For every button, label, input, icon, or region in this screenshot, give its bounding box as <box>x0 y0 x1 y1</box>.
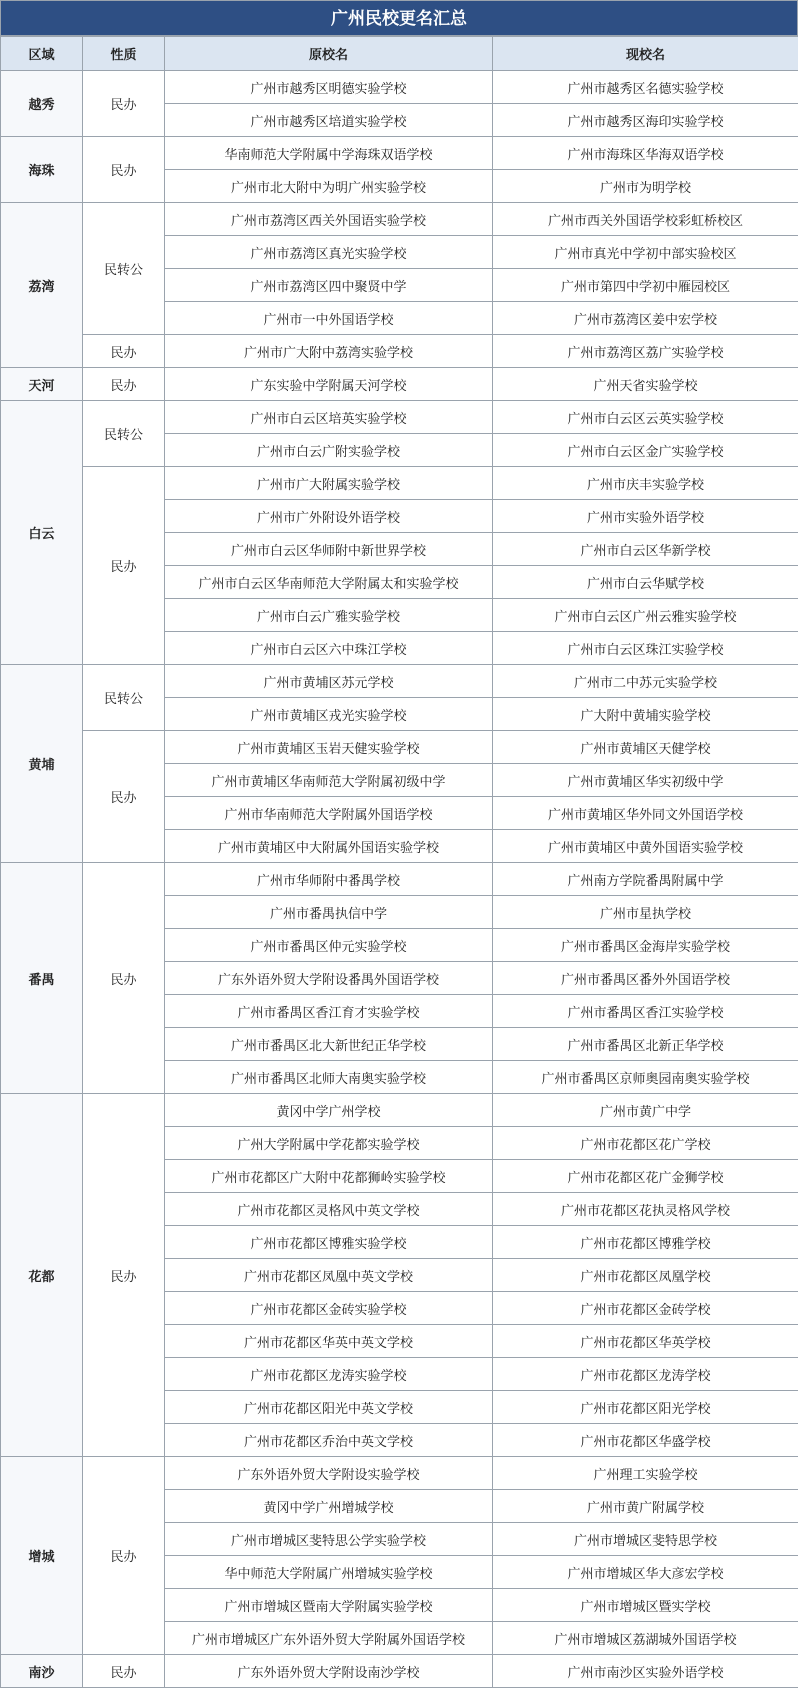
new-name-cell: 广州市花都区金砖学校 <box>493 1292 798 1325</box>
old-name-cell: 广州市荔湾区真光实验学校 <box>165 236 493 269</box>
new-name-cell: 广州市白云华赋学校 <box>493 566 798 599</box>
old-name-cell: 广东外语外贸大学附设番禺外国语学校 <box>165 962 493 995</box>
new-name-cell: 广州市番禺区番外外国语学校 <box>493 962 798 995</box>
new-name-cell: 广州市白云区华新学校 <box>493 533 798 566</box>
new-name-cell: 广州市花都区花广金狮学校 <box>493 1160 798 1193</box>
new-name-cell: 广州南方学院番禺附属中学 <box>493 863 798 896</box>
old-name-cell: 广州市白云区华南师范大学附属太和实验学校 <box>165 566 493 599</box>
table-row <box>1 1655 798 1688</box>
new-name-cell: 广州市黄广中学 <box>493 1094 798 1127</box>
new-name-cell: 广州市增城区荔湖城外国语学校 <box>493 1622 798 1655</box>
table-row <box>1 1094 798 1127</box>
new-name-cell: 广州市庆丰实验学校 <box>493 467 798 500</box>
old-name-cell: 黄冈中学广州增城学校 <box>165 1490 493 1523</box>
new-name-cell: 广州市番禺区北新正华学校 <box>493 1028 798 1061</box>
region-cell: 越秀 <box>1 71 83 137</box>
new-name-cell: 广州市花都区花执灵格风学校 <box>493 1193 798 1226</box>
region-cell: 天河 <box>1 368 83 401</box>
old-name-cell: 广州市华师附中番禺学校 <box>165 863 493 896</box>
type-cell: 民办 <box>83 71 165 137</box>
type-cell: 民转公 <box>83 203 165 335</box>
old-name-cell: 广东实验中学附属天河学校 <box>165 368 493 401</box>
new-name-cell: 广州市南沙区实验外语学校 <box>493 1655 798 1688</box>
old-name-cell: 广州市花都区龙涛实验学校 <box>165 1358 493 1391</box>
old-name-cell: 广州市白云区华师附中新世界学校 <box>165 533 493 566</box>
type-cell: 民转公 <box>83 401 165 467</box>
table-row <box>1 71 798 104</box>
new-name-cell: 广州市花都区华盛学校 <box>493 1424 798 1457</box>
type-cell: 民办 <box>83 137 165 203</box>
table-row <box>1 731 798 764</box>
region-cell: 白云 <box>1 401 83 665</box>
old-name-cell: 广州市广大附属实验学校 <box>165 467 493 500</box>
type-cell: 民办 <box>83 368 165 401</box>
region-cell: 海珠 <box>1 137 83 203</box>
table-row <box>1 203 798 236</box>
new-name-cell: 广州市第四中学初中雁园校区 <box>493 269 798 302</box>
old-name-cell: 广州市花都区凤凰中英文学校 <box>165 1259 493 1292</box>
new-name-cell: 广州市番禺区香江实验学校 <box>493 995 798 1028</box>
table-row <box>1 863 798 896</box>
region-cell: 黄埔 <box>1 665 83 863</box>
new-name-cell: 广州市番禺区金海岸实验学校 <box>493 929 798 962</box>
new-name-cell: 广州市为明学校 <box>493 170 798 203</box>
new-name-cell: 广州市黄埔区华外同文外国语学校 <box>493 797 798 830</box>
rename-table <box>0 36 798 1688</box>
new-name-cell: 广州市花都区阳光学校 <box>493 1391 798 1424</box>
old-name-cell: 广州市白云广附实验学校 <box>165 434 493 467</box>
header-new-name: 现校名 <box>493 37 798 71</box>
new-name-cell: 广州市越秀区名德实验学校 <box>493 71 798 104</box>
old-name-cell: 广州市白云区六中珠江学校 <box>165 632 493 665</box>
old-name-cell: 广州市番禺区北大新世纪正华学校 <box>165 1028 493 1061</box>
header-type: 性质 <box>83 37 165 71</box>
type-cell: 民转公 <box>83 665 165 731</box>
new-name-cell: 广州市星执学校 <box>493 896 798 929</box>
old-name-cell: 华南师范大学附属中学海珠双语学校 <box>165 137 493 170</box>
old-name-cell: 广州市越秀区明德实验学校 <box>165 71 493 104</box>
old-name-cell: 广州市番禺执信中学 <box>165 896 493 929</box>
old-name-cell: 华中师范大学附属广州增城实验学校 <box>165 1556 493 1589</box>
type-cell: 民办 <box>83 1457 165 1655</box>
table-title: 广州民校更名汇总 <box>0 0 798 36</box>
new-name-cell: 广州天省实验学校 <box>493 368 798 401</box>
old-name-cell: 广州市白云区培英实验学校 <box>165 401 493 434</box>
old-name-cell: 广州市花都区灵格风中英文学校 <box>165 1193 493 1226</box>
new-name-cell: 广州市花都区龙涛学校 <box>493 1358 798 1391</box>
table-body <box>1 71 798 1688</box>
old-name-cell: 广州市番禺区仲元实验学校 <box>165 929 493 962</box>
old-name-cell: 广州市增城区斐特思公学实验学校 <box>165 1523 493 1556</box>
table-row <box>1 368 798 401</box>
new-name-cell: 广州市海珠区华海双语学校 <box>493 137 798 170</box>
new-name-cell: 广州市黄埔区中黄外国语实验学校 <box>493 830 798 863</box>
old-name-cell: 广州市花都区乔治中英文学校 <box>165 1424 493 1457</box>
region-cell: 荔湾 <box>1 203 83 368</box>
old-name-cell: 广州市荔湾区四中聚贤中学 <box>165 269 493 302</box>
new-name-cell: 广州市白云区广州云雅实验学校 <box>493 599 798 632</box>
old-name-cell: 广东外语外贸大学附设实验学校 <box>165 1457 493 1490</box>
old-name-cell: 广州市花都区华英中英文学校 <box>165 1325 493 1358</box>
type-cell: 民办 <box>83 731 165 863</box>
new-name-cell: 广州市黄广附属学校 <box>493 1490 798 1523</box>
region-cell: 番禺 <box>1 863 83 1094</box>
new-name-cell: 广州市白云区金广实验学校 <box>493 434 798 467</box>
old-name-cell: 广州市番禺区北师大南奥实验学校 <box>165 1061 493 1094</box>
old-name-cell: 广州市花都区博雅实验学校 <box>165 1226 493 1259</box>
new-name-cell: 广州市花都区华英学校 <box>493 1325 798 1358</box>
type-cell: 民办 <box>83 467 165 665</box>
old-name-cell: 广州市白云广雅实验学校 <box>165 599 493 632</box>
old-name-cell: 广州市黄埔区中大附属外国语实验学校 <box>165 830 493 863</box>
old-name-cell: 广州大学附属中学花都实验学校 <box>165 1127 493 1160</box>
old-name-cell: 广州市花都区阳光中英文学校 <box>165 1391 493 1424</box>
new-name-cell: 广州市越秀区海印实验学校 <box>493 104 798 137</box>
new-name-cell: 广州市白云区珠江实验学校 <box>493 632 798 665</box>
old-name-cell: 广州市增城区暨南大学附属实验学校 <box>165 1589 493 1622</box>
new-name-cell: 广州市二中苏元实验学校 <box>493 665 798 698</box>
old-name-cell: 广州市荔湾区西关外国语实验学校 <box>165 203 493 236</box>
region-cell: 南沙 <box>1 1655 83 1688</box>
old-name-cell: 广州市花都区金砖实验学校 <box>165 1292 493 1325</box>
old-name-cell: 黄冈中学广州学校 <box>165 1094 493 1127</box>
old-name-cell: 广州市北大附中为明广州实验学校 <box>165 170 493 203</box>
new-name-cell: 广州市花都区花广学校 <box>493 1127 798 1160</box>
table-row <box>1 401 798 434</box>
old-name-cell: 广州市黄埔区玉岩天健实验学校 <box>165 731 493 764</box>
new-name-cell: 广州市花都区凤凰学校 <box>493 1259 798 1292</box>
old-name-cell: 广州市黄埔区戎光实验学校 <box>165 698 493 731</box>
table-row <box>1 467 798 500</box>
table-row <box>1 335 798 368</box>
new-name-cell: 广州市增城区暨实学校 <box>493 1589 798 1622</box>
new-name-cell: 广州市花都区博雅学校 <box>493 1226 798 1259</box>
new-name-cell: 广州市荔湾区荔广实验学校 <box>493 335 798 368</box>
type-cell: 民办 <box>83 1655 165 1688</box>
header-old-name: 原校名 <box>165 37 493 71</box>
old-name-cell: 广东外语外贸大学附设南沙学校 <box>165 1655 493 1688</box>
new-name-cell: 广州市增城区华大彦宏学校 <box>493 1556 798 1589</box>
old-name-cell: 广州市广外附设外语学校 <box>165 500 493 533</box>
new-name-cell: 广州市西关外国语学校彩虹桥校区 <box>493 203 798 236</box>
old-name-cell: 广州市广大附中荔湾实验学校 <box>165 335 493 368</box>
type-cell: 民办 <box>83 1094 165 1457</box>
table-row <box>1 1457 798 1490</box>
old-name-cell: 广州市越秀区培道实验学校 <box>165 104 493 137</box>
new-name-cell: 广大附中黄埔实验学校 <box>493 698 798 731</box>
region-cell: 增城 <box>1 1457 83 1655</box>
table-row <box>1 665 798 698</box>
new-name-cell: 广州市实验外语学校 <box>493 500 798 533</box>
header-region: 区域 <box>1 37 83 71</box>
old-name-cell: 广州市华南师范大学附属外国语学校 <box>165 797 493 830</box>
old-name-cell: 广州市一中外国语学校 <box>165 302 493 335</box>
new-name-cell: 广州市增城区斐特思学校 <box>493 1523 798 1556</box>
new-name-cell: 广州市荔湾区姜中宏学校 <box>493 302 798 335</box>
header-row <box>1 37 798 71</box>
region-cell: 花都 <box>1 1094 83 1457</box>
new-name-cell: 广州市番禺区京师奥园南奥实验学校 <box>493 1061 798 1094</box>
new-name-cell: 广州市黄埔区天健学校 <box>493 731 798 764</box>
new-name-cell: 广州市真光中学初中部实验校区 <box>493 236 798 269</box>
new-name-cell: 广州市白云区云英实验学校 <box>493 401 798 434</box>
type-cell: 民办 <box>83 863 165 1094</box>
old-name-cell: 广州市黄埔区苏元学校 <box>165 665 493 698</box>
old-name-cell: 广州市增城区广东外语外贸大学附属外国语学校 <box>165 1622 493 1655</box>
new-name-cell: 广州市黄埔区华实初级中学 <box>493 764 798 797</box>
table-row <box>1 137 798 170</box>
old-name-cell: 广州市黄埔区华南师范大学附属初级中学 <box>165 764 493 797</box>
old-name-cell: 广州市番禺区香江育才实验学校 <box>165 995 493 1028</box>
new-name-cell: 广州理工实验学校 <box>493 1457 798 1490</box>
old-name-cell: 广州市花都区广大附中花都狮岭实验学校 <box>165 1160 493 1193</box>
type-cell: 民办 <box>83 335 165 368</box>
